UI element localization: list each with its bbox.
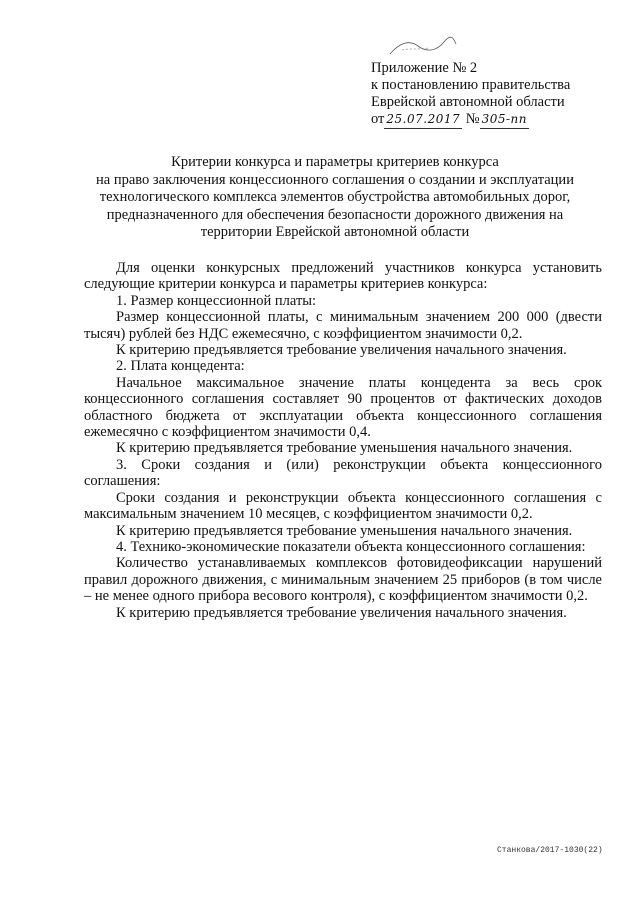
criterion-requirement: К критерию предъявляется требование уменьшения начального значения. [116, 440, 573, 457]
appendix-number: Приложение № 2 [371, 60, 478, 76]
criterion-paragraph: Сроки создания и реконструкции объекта концессионного соглашения с максимальным значением 10 месяцев, с коэффициентом значимости 0,2. [84, 489, 602, 523]
criterion-heading: 4. Технико-экономические показатели объекта концессионного соглашения: [116, 538, 586, 555]
criterion-requirement: К критерию предъявляется требование уменьшения начального значения. [116, 522, 573, 539]
intro-paragraph: Для оценки конкурсных предложений участников конкурса установить следующие критерии конкурса и параметры критериев конкурса: [84, 260, 602, 293]
criterion-paragraph: Начальное максимальное значение платы концедента за весь срок концессионного соглашения составляет 90 процентов от фактических доходов областного бюджета от эксплуатации объекта концессионного соглашения ежемесячно с коэффициентом значимости 0,4. [84, 374, 602, 441]
handwritten-number: 305-пп [480, 111, 529, 129]
criterion-heading: 3. Сроки создания и (или) реконструкции объекта концессионного соглашения: [84, 456, 602, 490]
criterion-requirement: К критерию предъявляется требование увеличения начального значения. [116, 342, 567, 359]
date-prefix: от [371, 111, 385, 127]
number-prefix: № [465, 111, 480, 127]
appendix-date-line [371, 111, 611, 129]
title-line: предназначенного для обеспечения безопасности дорожного движения на [106, 206, 564, 223]
handwritten-date: 25.07.2017 [384, 111, 462, 129]
signature-scribble [388, 36, 458, 58]
footer-code: Станкова/2017-1030(22) [497, 846, 603, 855]
title-line: Критерии конкурса и параметры критериев конкурса [171, 154, 499, 170]
appendix-header [371, 60, 611, 129]
criterion-paragraph: Количество устанавливаемых комплексов фотовидеофиксации нарушений правил дорожного движения, с минимальным значением 25 приборов (в том числе – не менее одного прибора весового контроля), с коэффициентом значимости 0,2. [84, 555, 602, 605]
document-title [60, 154, 610, 242]
title-line: технологического комплекса элементов обустройства автомобильных дорог, [99, 189, 571, 206]
criterion-paragraph: Размер концессионной платы, с минимальным значением 200 000 (двести тысяч) рублей без НДС ежемесячно, с коэффициентом значимости 0,2. [84, 309, 602, 342]
appendix-region: Еврейской автономной области [371, 94, 565, 110]
appendix-reference: к постановлению правительства [371, 77, 571, 93]
title-line: территории Еврейской автономной области [200, 224, 470, 241]
criterion-heading: 2. Плата концедента: [116, 358, 245, 375]
document-body [84, 260, 602, 621]
criterion-requirement: К критерию предъявляется требование увеличения начального значения. [116, 604, 567, 621]
criterion-heading: 1. Размер концессионной платы: [116, 292, 317, 309]
title-line: на право заключения концессионного соглашения о создании и эксплуатации [96, 171, 574, 188]
